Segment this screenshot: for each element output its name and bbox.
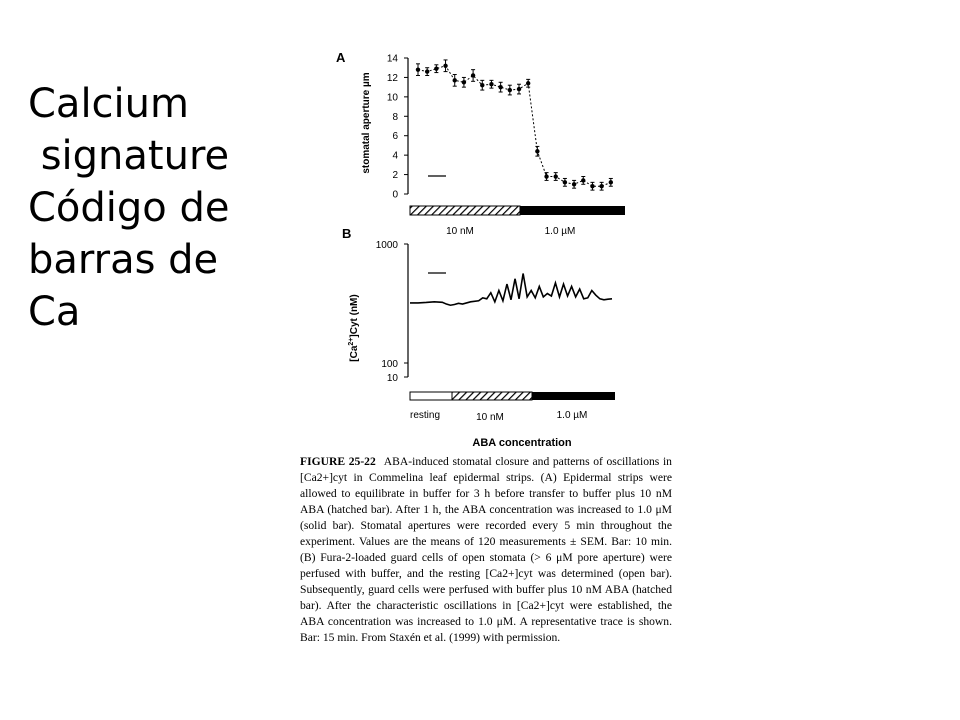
- data-point-marker: [572, 182, 576, 186]
- data-point: [526, 79, 530, 87]
- panel-a-y-ticks: [387, 54, 408, 201]
- data-point: [462, 77, 466, 87]
- panel-a-hatched-bar: [410, 206, 520, 215]
- caption-text: ABA-induced stomatal closure and patterns of oscillations in [Ca2+]cyt in Commelina leaf epidermal strips. (A) Epidermal strips were allowed to equilibrate in buffer for 3 h before transfer to buffer plus 10 nM ABA (hatched bar). After 1 h, the ABA concentration was increased to 1.0 μM (solid bar). Stomatal apertures were recorded every 5 min throughout the experiment. Values are the means of 120 measurements ± SEM. Bar: 10 min. (B) Fura-2-loaded guard cells of open stomata (> 6 μM pore aperture) were perfused with buffer, and the resting [Ca2+]cyt was determined (open bar). Subsequently, guard cells were perfused with buffer plus 10 nM ABA (hatched bar). After the characteristic oscillations in [Ca2+]cyt were established, the ABA concentration was increased to 1.0 μM. A representative trace is shown. Bar: 15 min. From Staxén et al. (1999) with permission.: [300, 455, 672, 644]
- data-point: [544, 173, 548, 181]
- panel-a-tick-label: 12: [386, 72, 398, 84]
- panel-b-solid-bar: [532, 392, 615, 400]
- figure-caption: [300, 454, 672, 646]
- data-point-marker: [517, 87, 521, 91]
- panel-a-tick-label: 6: [392, 131, 398, 143]
- panel-b-label: B: [342, 226, 352, 241]
- panel-a-bar-label-2: 1.0 µM: [544, 226, 576, 237]
- data-point-marker: [480, 83, 484, 87]
- data-point-marker: [554, 174, 558, 178]
- data-point-marker: [489, 82, 493, 86]
- panel-a-tick-label: 14: [386, 53, 398, 65]
- data-point: [489, 80, 493, 88]
- data-point-marker: [453, 78, 457, 82]
- data-point-marker: [609, 180, 613, 184]
- data-point-marker: [535, 149, 539, 153]
- panel-a: [336, 50, 625, 237]
- panel-a-tick-label: 2: [392, 170, 398, 182]
- data-point: [471, 70, 475, 82]
- slide-title: [28, 78, 229, 338]
- panel-a-tick-label: 10: [386, 92, 398, 104]
- data-point: [572, 180, 576, 188]
- data-point: [443, 60, 447, 72]
- data-point: [480, 80, 484, 90]
- panel-a-solid-bar: [520, 206, 625, 215]
- data-point-marker: [462, 80, 466, 84]
- panel-b-ylabel: $[Ca^{2+}]Cyt$ (nM): [348, 294, 360, 362]
- panel-b: [342, 226, 615, 449]
- data-point-marker: [599, 184, 603, 188]
- panel-b-calcium-trace: [410, 274, 612, 306]
- data-point-marker: [581, 178, 585, 182]
- data-point: [453, 75, 457, 87]
- data-point: [599, 182, 603, 190]
- panel-a-tick-label: 4: [392, 150, 398, 162]
- panel-a-trend-line: [418, 66, 611, 186]
- panel-b-bar-label-1: resting: [409, 410, 441, 421]
- data-point-marker: [416, 67, 420, 71]
- title-line: barras de: [28, 237, 219, 283]
- data-point: [517, 84, 521, 94]
- data-point-marker: [498, 85, 502, 89]
- data-point: [563, 178, 567, 186]
- data-point: [416, 64, 420, 76]
- panel-b-tick-label: 1000: [375, 240, 398, 251]
- panel-b-hatched-bar: [452, 392, 532, 400]
- data-point: [434, 65, 438, 73]
- data-point-marker: [563, 180, 567, 184]
- panel-b-bar-label-3: 1.0 µM: [556, 410, 588, 421]
- data-point: [425, 68, 429, 76]
- panel-b-tick-label: 100: [381, 359, 398, 370]
- data-point: [554, 173, 558, 181]
- data-point-marker: [443, 64, 447, 68]
- panel-a-tick-label: 0: [392, 189, 398, 201]
- data-point-marker: [434, 66, 438, 70]
- title-line: Calcium: [28, 81, 189, 127]
- figure-panels: [330, 40, 670, 450]
- data-point-marker: [425, 69, 429, 73]
- data-point-marker: [544, 174, 548, 178]
- panel-b-bar-label-2: 10 nM: [476, 412, 504, 423]
- data-point-marker: [471, 73, 475, 77]
- data-point-marker: [590, 184, 594, 188]
- data-point: [498, 82, 502, 92]
- title-line: Ca: [28, 289, 81, 335]
- panel-b-tick-label: 10: [386, 373, 398, 384]
- panel-a-label: A: [336, 50, 346, 65]
- data-point: [590, 182, 594, 190]
- caption-figure-label: FIGURE 25-22: [300, 455, 376, 468]
- data-point-marker: [508, 88, 512, 92]
- data-point: [508, 85, 512, 95]
- panel-a-data-points: [416, 60, 613, 190]
- data-point: [581, 177, 585, 185]
- panel-a-bar-label-1: 10 nM: [446, 226, 474, 237]
- data-point: [609, 178, 613, 186]
- panel-a-ylabel: stomatal aperture µm: [361, 72, 372, 174]
- title-line: signature: [28, 133, 230, 179]
- panel-b-xlabel: ABA concentration: [472, 437, 572, 449]
- data-point-marker: [526, 81, 530, 85]
- panel-b-open-bar: [410, 392, 452, 400]
- panel-a-tick-label: 8: [392, 111, 398, 123]
- title-line: Código de: [28, 185, 230, 231]
